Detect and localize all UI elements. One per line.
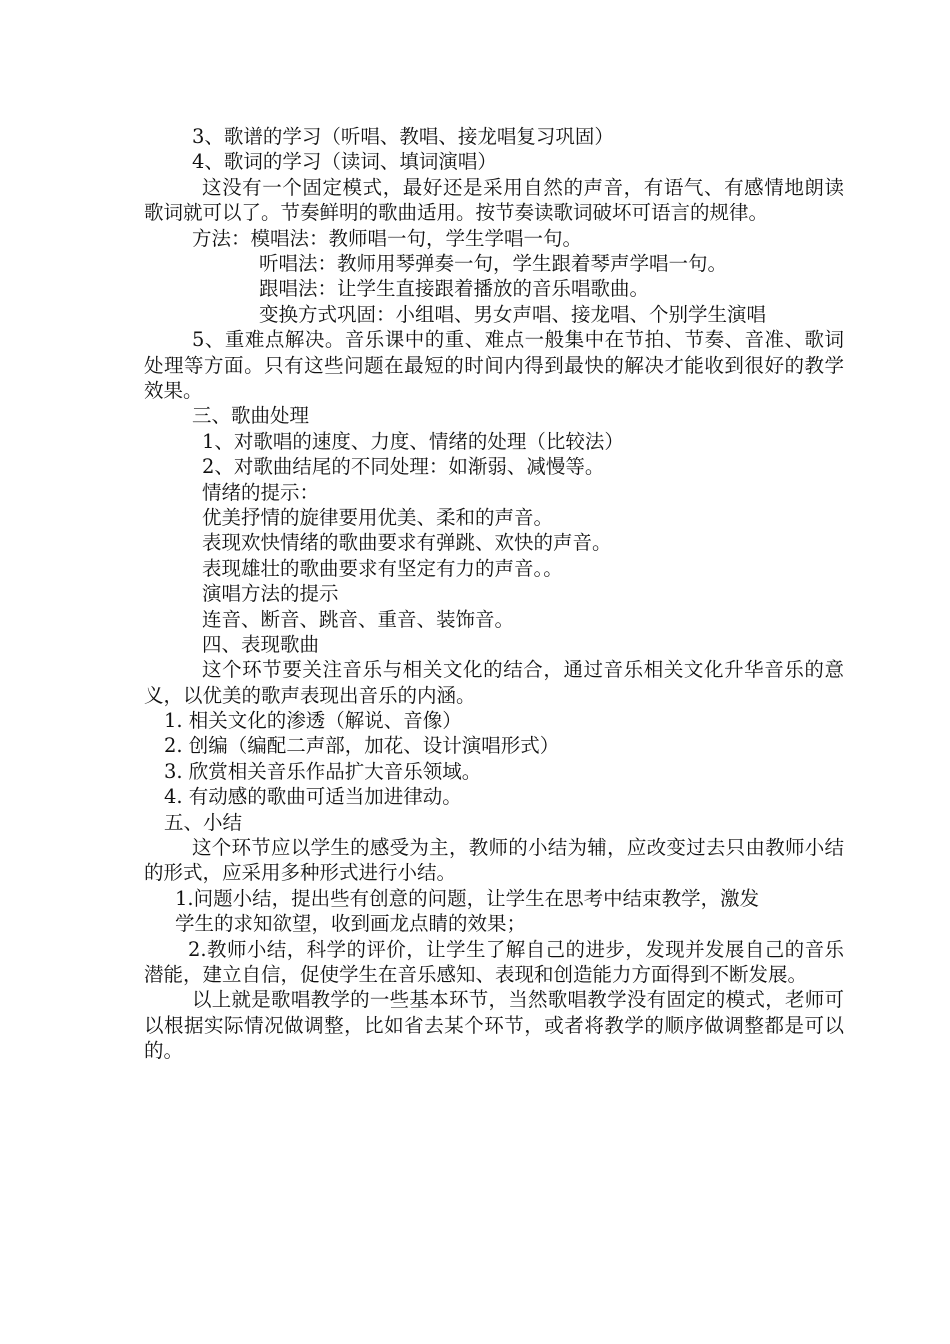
method-imitation-singing: 方法：模唱法：教师唱一句，学生学唱一句。 xyxy=(192,226,583,250)
label-singing-method-hints: 演唱方法的提示 xyxy=(202,582,339,606)
paragraph-lyrics-reading: 这没有一个固定模式，最好还是采用自然的声音，有语气、有感情地朗读歌词就可以了。节奏鲜明的歌曲适用。按节奏读歌词破坏可语言的规律。 xyxy=(144,175,844,225)
item-key-difficulties: 5、重难点解决。音乐课中的重、难点一般集中在节拍、节奏、音准、歌词处理等方面。只有这些问题在最短的时间内得到最快的解决才能收到很好的教学效果。 xyxy=(144,328,844,402)
label-emotion-hints: 情绪的提示： xyxy=(202,480,320,504)
hint-lyrical-melody: 优美抒情的旋律要用优美、柔和的声音。 xyxy=(202,505,554,529)
summary-teacher: 2.教师小结，科学的评价，让学生了解自己的进步，发现并发展自己的音乐潜能，建立自信，促使学生在音乐感知、表现和创造能力方面得到不断发展。 xyxy=(144,937,844,987)
item-tempo-dynamics-emotion: 1、对歌唱的速度、力度、情绪的处理（比较法） xyxy=(202,429,624,453)
list-item-appreciation: 3. 欣赏相关音乐作品扩大音乐领域。 xyxy=(164,759,482,783)
summary-question-line-2: 学生的求知欲望，收到画龙点睛的效果； xyxy=(175,912,527,936)
section-heading-performing-song: 四、表现歌曲 xyxy=(202,632,320,656)
hint-articulation-types: 连音、断音、跳音、重音、装饰音。 xyxy=(202,607,515,631)
method-listening-singing: 听唱法：教师用琴弹奏一句，学生跟着琴声学唱一句。 xyxy=(259,251,728,275)
section-heading-song-processing: 三、歌曲处理 xyxy=(192,404,310,428)
paragraph-music-culture: 这个环节要关注音乐与相关文化的结合，通过音乐相关文化升华音乐的意义，以优美的歌声表现出音乐的内涵。 xyxy=(144,658,844,707)
list-item-arrangement: 2. 创编（编配二声部，加花、设计演唱形式） xyxy=(164,734,560,758)
method-varied-consolidation: 变换方式巩固：小组唱、男女声唱、接龙唱、个别学生演唱 xyxy=(259,302,767,326)
section-heading-summary: 五、小结 xyxy=(164,810,243,834)
document-body xyxy=(144,124,844,1064)
hint-cheerful-song: 表现欢快情绪的歌曲要求有弹跳、欢快的声音。 xyxy=(202,531,612,555)
paragraph-summary: 这个环节应以学生的感受为主，教师的小结为辅，应改变过去只由教师小结的形式，应采用多种形式进行小结。 xyxy=(144,836,844,885)
item-song-ending: 2、对歌曲结尾的不同处理：如渐弱、减慢等。 xyxy=(202,455,605,479)
item-lyrics-learning: 4、歌词的学习（读词、填词演唱） xyxy=(192,150,497,174)
hint-majestic-song: 表现雄壮的歌曲要求有坚定有力的声音。。 xyxy=(202,556,563,580)
item-song-score-learning: 3、歌谱的学习（听唱、教唱、接龙唱复习巩固） xyxy=(192,125,614,148)
method-follow-singing: 跟唱法：让学生直接跟着播放的音乐唱歌曲。 xyxy=(259,277,650,301)
list-item-movement: 4. 有动感的歌曲可适当加进律动。 xyxy=(164,785,462,809)
paragraph-conclusion: 以上就是歌唱教学的一些基本环节，当然歌唱教学没有固定的模式，老师可以根据实际情况做调整，比如省去某个环节，或者将教学的顺序做调整都是可以的。 xyxy=(144,988,844,1063)
summary-question-line-1: 1.问题小结，提出些有创意的问题，让学生在思考中结束教学，激发 xyxy=(175,886,760,910)
list-item-culture: 1. 相关文化的渗透（解说、音像） xyxy=(164,709,462,733)
